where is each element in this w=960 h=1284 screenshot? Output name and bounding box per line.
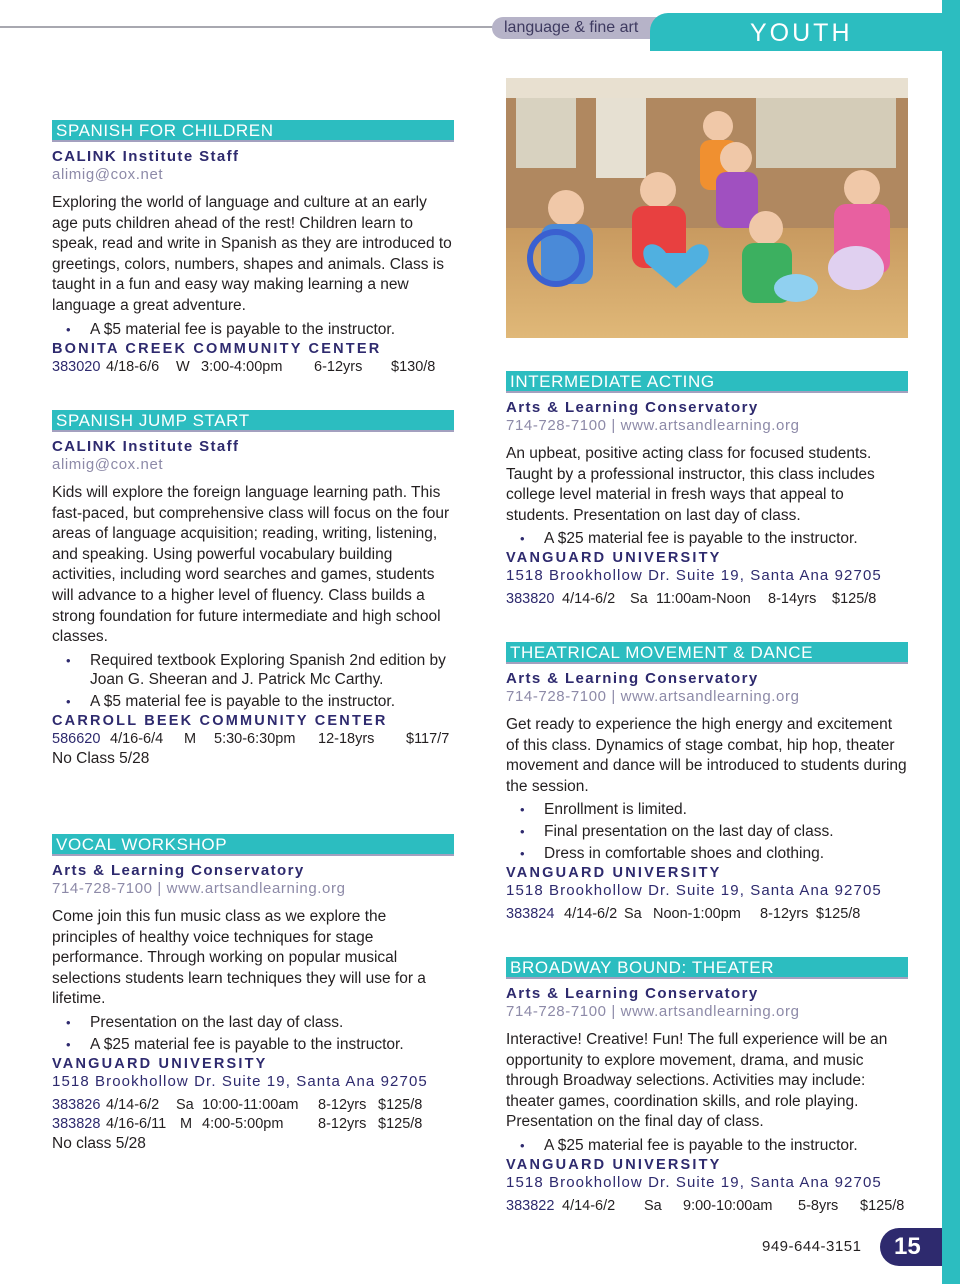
course-description: Get ready to experience the high energy and excitement of this class. Dynamics of stage combat, hip hop, theater movement and dance will be introduced to students during the session. [506, 716, 907, 795]
dates: 4/16-6/4 [110, 730, 164, 747]
course-title: SPANISH JUMP START [52, 410, 454, 432]
section-label: language & fine art [492, 17, 660, 39]
bullet-icon: • [66, 652, 71, 668]
bullet-icon: • [66, 693, 71, 709]
dates: 4/14-6/2 [562, 1197, 616, 1214]
provider-name: Arts & Learning Conservatory [506, 985, 759, 1002]
dates: 4/18-6/6 [106, 358, 160, 375]
venue-name: BONITA CREEK COMMUNITY CENTER [52, 340, 382, 357]
day: Sa [176, 1096, 194, 1113]
bullet-icon: • [520, 846, 525, 862]
schedule-row [52, 1096, 454, 1115]
bullet-list [52, 320, 454, 339]
bullet-item: • Enrollment is limited. [520, 801, 687, 819]
course-title: INTERMEDIATE ACTING [506, 371, 908, 393]
footer-phone: 949-644-3151 [762, 1238, 862, 1255]
bullet-item: • A $5 material fee is payable to the instructor. [66, 320, 396, 338]
schedule-row [52, 358, 454, 377]
course-theatrical-movement-dance [506, 642, 908, 924]
bullet-list [52, 651, 454, 711]
schedule-row [506, 905, 908, 924]
day: Sa [644, 1197, 662, 1214]
dates: 4/14-6/2 [106, 1096, 160, 1113]
bullet-item: • Dress in comfortable shoes and clothing. [520, 845, 825, 863]
bullet-item: • A $25 material fee is payable to the instructor. [520, 530, 858, 548]
course-code[interactable]: 383824 [506, 906, 555, 923]
fee: $125/8 [832, 591, 877, 608]
bullet-list [506, 529, 908, 548]
bullet-icon: • [520, 531, 525, 547]
venue-address: 1518 Brookhollow Dr. Suite 19, Santa Ana 92705 [506, 882, 882, 900]
ages: 6-12yrs [314, 358, 363, 375]
course-code[interactable]: 383826 [52, 1096, 101, 1113]
course-title: BROADWAY BOUND: THEATER [506, 957, 908, 979]
contact-info[interactable]: 714-728-7100 | www.artsandlearning.org [506, 417, 800, 434]
course-description: Come join this fun music class as we explore the principles of healthy voice techniques for stage performance. Through working on popular musical selections students learn techniques they will use for a lifetime. [52, 908, 426, 1008]
course-title: SPANISH FOR CHILDREN [52, 120, 454, 142]
fee: $125/8 [860, 1197, 905, 1214]
bullet-list [52, 1013, 454, 1054]
bullet-list [506, 800, 908, 863]
ages: 8-14yrs [768, 591, 817, 608]
ages: 8-12yrs [318, 1115, 367, 1132]
bullet-icon: • [66, 1014, 71, 1030]
course-title: THEATRICAL MOVEMENT & DANCE [506, 642, 908, 664]
fee: $125/8 [378, 1096, 423, 1113]
course-code[interactable]: 586620 [52, 730, 101, 747]
day: W [176, 358, 190, 375]
dates: 4/16-6/11 [106, 1115, 167, 1132]
fee: $117/7 [406, 730, 450, 747]
bullet-list [506, 1136, 908, 1155]
schedule-note: No class 5/28 [52, 1134, 146, 1152]
bullet-icon: • [520, 802, 525, 818]
course-code[interactable]: 383020 [52, 358, 101, 375]
fee: $125/8 [378, 1115, 423, 1132]
instructor: CALINK Institute Staff [52, 438, 240, 455]
schedule-row [506, 1197, 908, 1216]
schedule-row [52, 1115, 454, 1134]
schedule-row [52, 730, 454, 749]
day: M [184, 730, 197, 747]
header-rule [0, 26, 500, 28]
category-tab: YOUTH [650, 13, 942, 51]
contact-info[interactable]: 714-728-7100 | www.artsandlearning.org [506, 1003, 800, 1020]
provider-name: Arts & Learning Conservatory [506, 670, 759, 687]
fee: $125/8 [816, 906, 861, 923]
bullet-item: • Final presentation on the last day of class. [520, 823, 834, 841]
instructor: CALINK Institute Staff [52, 148, 240, 165]
course-spanish-for-children [52, 120, 454, 377]
ages: 8-12yrs [760, 906, 809, 923]
contact-info[interactable]: 714-728-7100 | www.artsandlearning.org [506, 688, 800, 705]
course-description: Interactive! Creative! Fun! The full experience will be an opportunity to explore movement, drama, and music through Broadway selections. Activities may include: theater games, coordination skills, and role playing. Presentation on the final day of class. [506, 1031, 888, 1131]
dates: 4/14-6/2 [564, 906, 618, 923]
provider-name: Arts & Learning Conservatory [52, 862, 305, 879]
time: 9:00-10:00am [683, 1197, 773, 1214]
venue-address: 1518 Brookhollow Dr. Suite 19, Santa Ana 92705 [52, 1072, 428, 1090]
bullet-icon: • [520, 1137, 525, 1153]
venue-name: VANGUARD UNIVERSITY [506, 865, 722, 882]
ages: 12-18yrs [318, 730, 375, 747]
ages: 8-12yrs [318, 1096, 367, 1113]
page-edge-bar [942, 0, 960, 1284]
contact-email[interactable]: alimig@cox.net [52, 166, 164, 183]
contact-info[interactable]: 714-728-7100 | www.artsandlearning.org [52, 880, 346, 897]
course-title: VOCAL WORKSHOP [52, 834, 454, 856]
course-description: Exploring the world of language and culture at an early age puts children ahead of the rest! Children learn to speak, read and write in Spanish as they are introduced to greetings, colors, numbers, shapes and animals. Class is taught in a fun and easy way making learning a new language a great adventure. [52, 194, 452, 314]
course-description: Kids will explore the foreign language learning path. This fast-paced, but comprehensive class will focus on the four areas of language acquisition; reading, writing, listening, and speaking. Using powerful vocabulary building activities, including word searches and games, students will advance to a higher level of fluency. Class builds a strong foundation for future intermediate and high school classes. [52, 484, 450, 646]
bullet-item: • A $5 material fee is payable to the instructor. [66, 692, 396, 710]
time: 11:00am-Noon [656, 591, 751, 608]
schedule-row [506, 590, 908, 609]
course-code[interactable]: 383820 [506, 591, 555, 608]
time: 5:30-6:30pm [214, 730, 296, 747]
class-photo [506, 78, 908, 338]
venue-name: CARROLL BEEK COMMUNITY CENTER [52, 712, 388, 729]
bullet-item: • Presentation on the last day of class. [66, 1013, 344, 1031]
provider-name: Arts & Learning Conservatory [506, 399, 759, 416]
bullet-item: • A $25 material fee is payable to the instructor. [520, 1136, 858, 1154]
contact-email[interactable]: alimig@cox.net [52, 456, 164, 473]
bullet-item: • A $25 material fee is payable to the instructor. [66, 1035, 404, 1053]
day: Sa [630, 591, 648, 608]
course-description: An upbeat, positive acting class for focused students. Taught by a professional instructor, this class includes college level material in fresh ways that appeal to students. Presentation on last day of class. [506, 445, 875, 524]
venue-address: 1518 Brookhollow Dr. Suite 19, Santa Ana 92705 [506, 567, 882, 585]
day: M [180, 1115, 193, 1132]
venue-name: VANGUARD UNIVERSITY [506, 1156, 722, 1173]
bullet-item: • Required textbook Exploring Spanish 2nd edition by Joan G. Sheeran and J. Patrick Mc Carthy. [66, 651, 446, 688]
bullet-icon: • [520, 824, 525, 840]
dates: 4/14-6/2 [562, 591, 616, 608]
bullet-icon: • [66, 321, 71, 337]
course-code[interactable]: 383822 [506, 1197, 555, 1214]
venue-name: VANGUARD UNIVERSITY [506, 550, 722, 567]
course-vocal-workshop [52, 834, 454, 1153]
venue-name: VANGUARD UNIVERSITY [52, 1055, 268, 1072]
venue-address: 1518 Brookhollow Dr. Suite 19, Santa Ana 92705 [506, 1173, 882, 1191]
schedule-note: No Class 5/28 [52, 749, 150, 767]
fee: $130/8 [391, 358, 436, 375]
course-broadway-bound [506, 957, 908, 1216]
day: Sa [624, 906, 642, 923]
time: 4:00-5:00pm [202, 1115, 284, 1132]
time: 3:00-4:00pm [201, 358, 283, 375]
time: Noon-1:00pm [653, 906, 741, 923]
page-number: 15 [880, 1228, 942, 1266]
time: 10:00-11:00am [202, 1096, 299, 1113]
bullet-icon: • [66, 1036, 71, 1052]
course-intermediate-acting [506, 371, 908, 609]
ages: 5-8yrs [798, 1197, 839, 1214]
course-spanish-jump-start [52, 410, 454, 768]
course-code[interactable]: 383828 [52, 1115, 101, 1132]
